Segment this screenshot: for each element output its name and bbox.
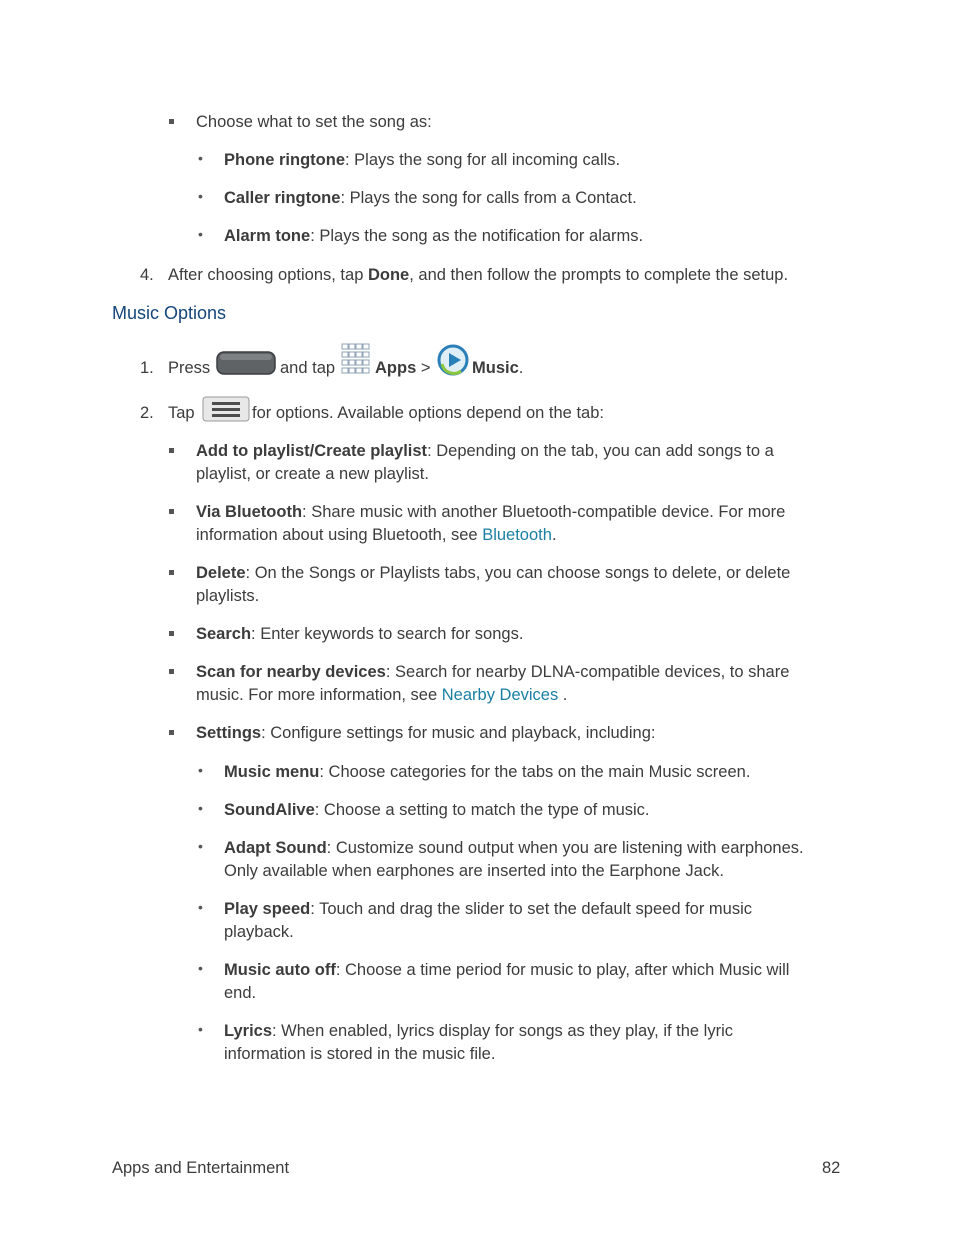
- step-2-text: for options. Available options depend on the tab:: [252, 404, 604, 422]
- setting-adapt-sound: Adapt Sound: Customize sound output when you are listening with earphones.: [224, 839, 804, 857]
- bluetooth-link[interactable]: Bluetooth: [482, 526, 552, 544]
- setting-music-auto-off-cont: end.: [224, 984, 257, 1002]
- setting-music-auto-off: Music auto off: Choose a time period for music to play, after which Music will: [224, 961, 790, 979]
- option-via-bluetooth-cont: information about using Bluetooth, see Bluetooth.: [196, 526, 557, 544]
- page-number: 82: [822, 1159, 841, 1177]
- setting-adapt-sound-cont: Only available when earphones are inserted into the Earphone Jack.: [224, 862, 724, 880]
- list-item: Alarm tone: Plays the song as the notification for alarms.: [224, 227, 644, 245]
- nearby-devices-link[interactable]: Nearby Devices: [441, 686, 559, 704]
- setting-music-menu: Music menu: Choose categories for the tabs on the main Music screen.: [224, 763, 751, 781]
- option-scan-cont: music. For more information, see Nearby Devices .: [196, 686, 568, 704]
- option-delete-cont: playlists.: [196, 587, 260, 605]
- step-1-press: Press: [168, 359, 211, 377]
- step-number: 4.: [140, 266, 154, 284]
- square-bullet: [169, 730, 174, 735]
- option-settings: Settings: Configure settings for music and playback, including:: [196, 724, 656, 742]
- step-2-tap: Tap: [168, 404, 195, 422]
- round-bullet: •: [198, 960, 203, 976]
- round-bullet: •: [198, 800, 203, 816]
- square-bullet: [169, 669, 174, 674]
- section-heading: Music Options: [112, 303, 227, 323]
- list-item: Caller ringtone: Plays the song for calls from a Contact.: [224, 189, 637, 207]
- list-item: Phone ringtone: Plays the song for all incoming calls.: [224, 151, 621, 169]
- setting-lyrics: Lyrics: When enabled, lyrics display for songs as they play, if the lyric: [224, 1022, 734, 1040]
- setting-soundalive: SoundAlive: Choose a setting to match the type of music.: [224, 801, 650, 819]
- step-1-apps: Apps >: [375, 359, 431, 377]
- square-bullet: [169, 570, 174, 575]
- step-1-and-tap: and tap: [280, 359, 336, 377]
- option-delete: Delete: On the Songs or Playlists tabs, you can choose songs to delete, or delete: [196, 564, 791, 582]
- option-scan: Scan for nearby devices: Search for nearby DLNA-compatible devices, to share: [196, 663, 790, 681]
- step-1-music: Music.: [472, 359, 524, 377]
- round-bullet: •: [198, 1021, 203, 1037]
- setting-lyrics-cont: information is stored in the music file.: [224, 1045, 496, 1063]
- setting-play-speed: Play speed: Touch and drag the slider to set the default speed for music: [224, 900, 753, 918]
- step-4-text: After choosing options, tap Done, and then follow the prompts to complete the setup.: [168, 266, 789, 284]
- step-number: 1.: [140, 359, 154, 377]
- option-via-bluetooth: Via Bluetooth: Share music with another Bluetooth-compatible device. For more: [196, 503, 786, 521]
- menu-key-icon: [202, 396, 250, 422]
- apps-grid-icon: [341, 343, 371, 375]
- setting-play-speed-cont: playback.: [224, 923, 294, 941]
- option-add-to-playlist: Add to playlist/Create playlist: Depending on the tab, you can add songs to a: [196, 442, 774, 460]
- square-bullet: [169, 448, 174, 453]
- option-search: Search: Enter keywords to search for songs.: [196, 625, 524, 643]
- round-bullet: •: [198, 899, 203, 915]
- square-bullet: [169, 509, 174, 514]
- home-button-icon: [216, 351, 276, 375]
- round-bullet: •: [198, 188, 203, 204]
- footer-section-title: Apps and Entertainment: [112, 1159, 290, 1177]
- square-bullet: [169, 119, 174, 124]
- square-bullet: [169, 631, 174, 636]
- choose-text: Choose what to set the song as:: [196, 113, 432, 131]
- option-add-to-playlist-cont: playlist, or create a new playlist.: [196, 465, 429, 483]
- round-bullet: •: [198, 150, 203, 166]
- round-bullet: •: [198, 838, 203, 854]
- step-number: 2.: [140, 404, 154, 422]
- music-app-icon: [437, 344, 469, 376]
- round-bullet: •: [198, 226, 203, 242]
- round-bullet: •: [198, 762, 203, 778]
